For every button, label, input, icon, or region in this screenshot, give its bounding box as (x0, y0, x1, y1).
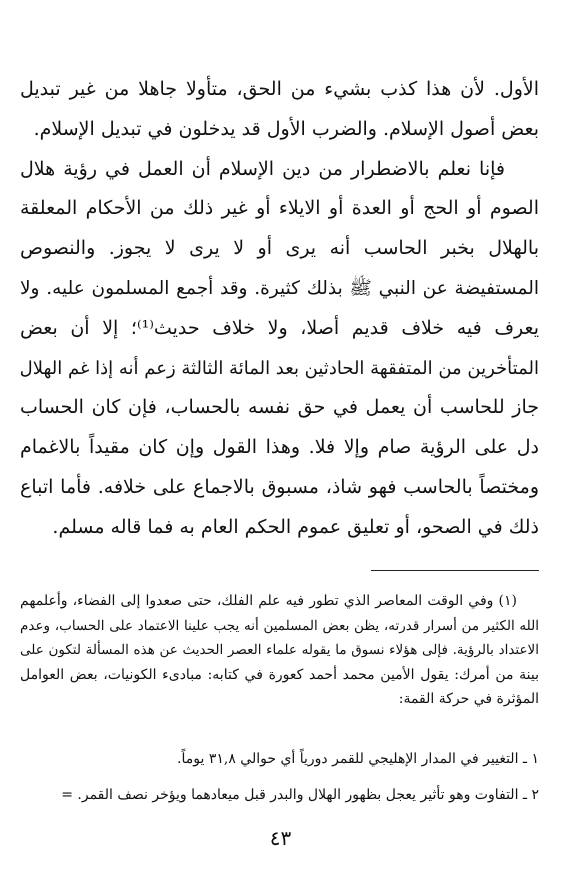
text-line: يعرف فيه خلاف قديم أصلا، ولا خلاف حديث⁽¹⁾؛ إلا أن بعض (20, 316, 539, 339)
footnote-list (20, 741, 539, 813)
footnote-line: المؤثرة في حركة القمة: (398, 691, 539, 707)
footnote-list-item: ١ ـ التغيير في المدار الإهليجي للقمر دورياً أي حوالي ٣١,٨ يوماً. (177, 751, 539, 767)
text-line: بالهلال بخبر الحاسب أنه يرى أو لا يرى لا يجوز. والنصوص (20, 237, 539, 260)
footnote-line: بينة من أمرك: يقول الأمين محمد أحمد كعورة في كتابه: مبادىء الكونيات، بعض العوامل (20, 666, 539, 683)
text-line: ذلك في الصحو، أو تعليق عموم الحكم العام به فما قاله مسلم. (52, 515, 539, 538)
page-number: ٤٣ (269, 826, 292, 850)
text-line: بعض أصول الإسلام. والضرب الأول قد يدخلون في تبديل الإسلام. (33, 117, 539, 140)
footnote-list-item: ٢ ـ التفاوت وهو تأثير يعجل بظهور الهلال والبدر قبل ميعادهما ويؤخر نصف القمر. = (61, 787, 539, 803)
footnote-line: (١) وفي الوقت المعاصر الذي تطور فيه علم الفلك، حتى صعدوا إلى الفضاء، وأعلمهم (20, 593, 517, 609)
text-line: المتأخرين من المتفقهة الحادثين بعد المائة الثالثة زعم أنه إذا غم الهلال (19, 357, 539, 379)
footnote (20, 589, 539, 712)
footnote-separator (371, 570, 539, 571)
text-line: الأول. لأن هذا كذب بشيء من الحق، متأولا جاهلا من غير تبديل (20, 78, 539, 100)
text-line: جاز للحاسب أن يعمل في حق نفسه بالحساب، فإن كان الحساب (20, 396, 539, 419)
main-text (20, 70, 539, 548)
text-line: ومختصاً بالحاسب فهو شاذ، مسبوق بالاجماع على خلافه. فأما اتباع (20, 475, 539, 498)
text-line: الصوم أو الحج أو العدة أو الايلاء أو غير ذلك من الأحكام المعلقة (20, 197, 539, 220)
text-line: دل على الرؤية صام وإلا فلا. وهذا القول وإن كان مقيداً بالاغمام (20, 436, 539, 459)
text-line: فإنا نعلم بالاضطرار من دين الإسلام أن العمل في رؤية هلال (20, 157, 505, 180)
text-line: المستفيضة عن النبي ﷺ بذلك كثيرة. وقد أجمع المسلمون عليه. ولا (20, 277, 539, 299)
footnote-line: الله الكثير من أسرار قدرته، يظن بعض المسلمين أنه يجب علينا الاعتماد على الحساب، وعدم (20, 617, 539, 634)
footnote-line: الاعتداد بالرؤية. فإلى هؤلاء نسوق ما يقوله علماء العصر الحديث عن هذه المسألة لتكون على (20, 642, 539, 658)
